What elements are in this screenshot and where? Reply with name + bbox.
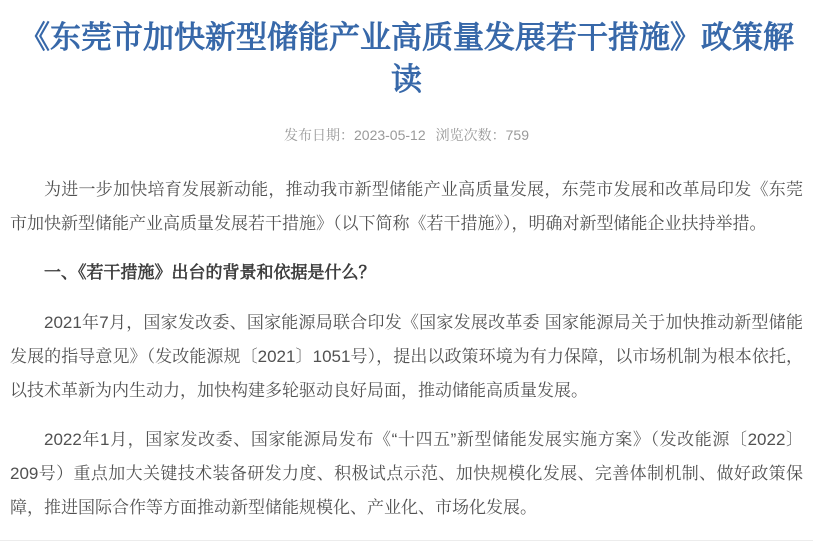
article-body <box>10 173 803 525</box>
publish-date-label: 发布日期： <box>284 127 354 143</box>
section-heading-background: 一、《若干措施》出台的背景和依据是什么？ <box>44 263 376 282</box>
paragraph-intro: 为进一步加快培育发展新动能，推动我市新型储能产业高质量发展，东莞市发展和改革局印发《东莞市加快新型储能产业高质量发展若干措施》（以下简称《若干措施》），明确对新型储能企业扶持举措。 <box>10 180 803 233</box>
page-title: 《东莞市加快新型储能产业高质量发展若干措施》政策解读 <box>19 20 794 97</box>
publish-date-value: 2023-05-12 <box>354 127 426 143</box>
article-meta <box>10 125 803 145</box>
paragraph-2021-policy: 2021年7月，国家发改委、国家能源局联合印发《国家发展改革委 国家能源局关于加快推动新型储能发展的指导意见》（发改能源规〔2021〕1051号），提出以政策环境为有力保障，以市场机制为根本依托，以技术革新为内生动力，加快构建多轮驱动良好局面，推动储能高质量发展。 <box>10 313 803 400</box>
publish-date <box>284 127 426 143</box>
view-count-label: 浏览次数： <box>435 127 506 143</box>
view-count-value: 759 <box>505 127 529 143</box>
paragraph-2022-policy: 2022年1月，国家发改委、国家能源局发布《“十四五”新型储能发展实施方案》（发改能源〔2022〕209号）重点加大关键技术装备研发力度、积极试点示范、加快规模化发展、完善体制机制、做好政策保障，推进国际合作等方面推动新型储能规模化、产业化、市场化发展。 <box>10 430 803 517</box>
view-count <box>436 127 529 143</box>
